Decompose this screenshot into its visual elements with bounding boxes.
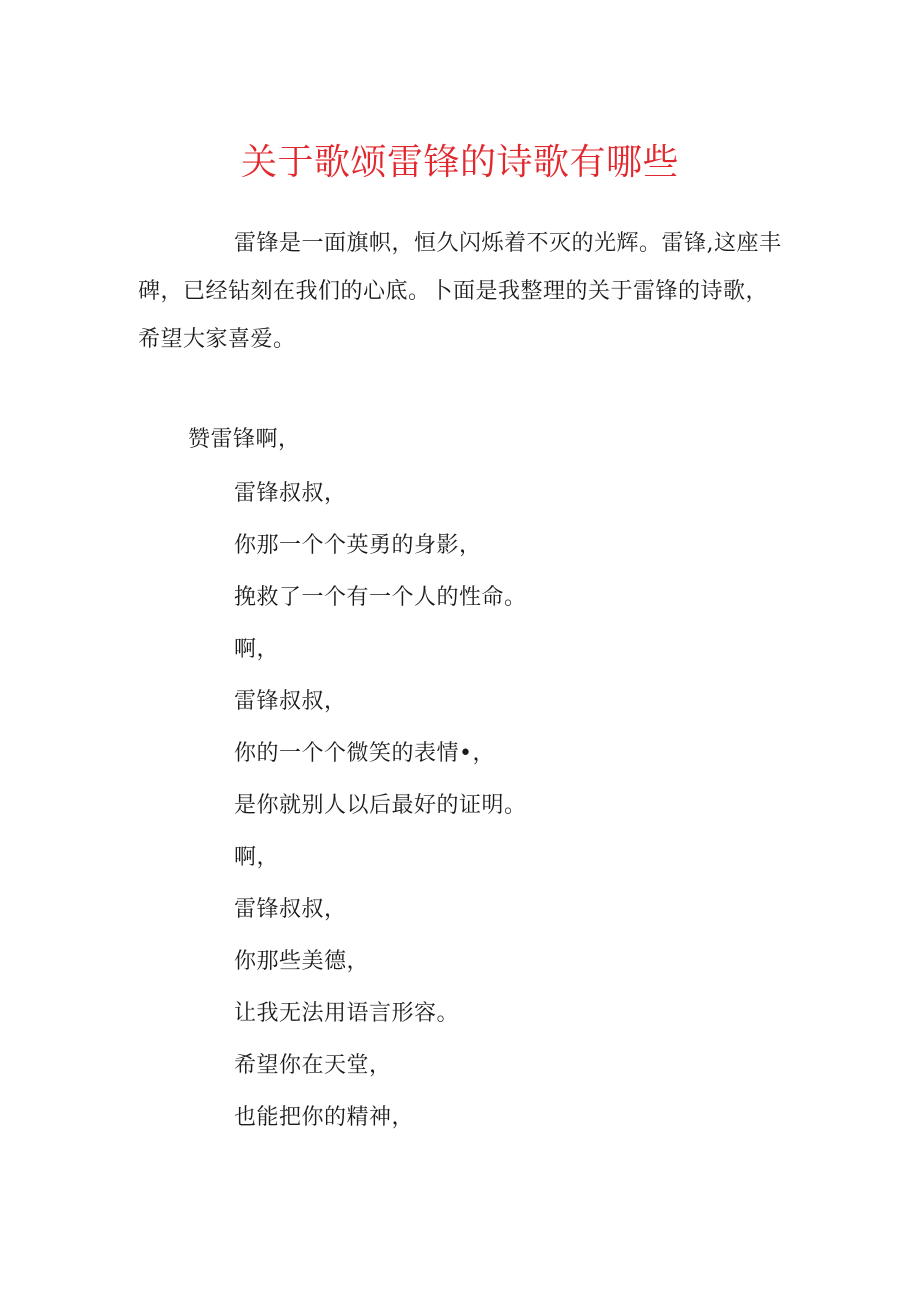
poem-line: 希望你在天堂， xyxy=(234,1053,392,1078)
poem-line: 是你就别人以后最好的证明。 xyxy=(234,793,527,818)
poem-line: 你那些美德， xyxy=(234,949,370,974)
poem-line: 雷锋叔叔， xyxy=(234,481,347,506)
poem-line: 也能把你的精神， xyxy=(234,1105,415,1130)
intro-paragraph: 雷锋是一面旗帜，恒久闪烁着不灭的光辉。雷锋,这座丰碑，已经钻刻在我们的心底。卜面是我整理的关于雷锋的诗歌，希望大家喜爱。 xyxy=(138,231,782,352)
poem-lines xyxy=(234,474,527,1150)
poem-line: 雷锋叔叔， xyxy=(234,689,347,714)
poem-line: 你那一个个英勇的身影， xyxy=(234,533,482,558)
poem-line: 你的一个个微笑的表情•， xyxy=(234,741,495,766)
poem-line: 挽救了一个有一个人的性命。 xyxy=(234,585,527,610)
poem-line: 雷锋叔叔， xyxy=(234,897,347,922)
poem-line: 啊， xyxy=(234,845,280,870)
document-title: 关于歌颂雷锋的诗歌有哪些 xyxy=(240,142,679,183)
poem-title: 赞雷锋啊， xyxy=(188,427,301,452)
poem-line: 让我无法用语言形容。 xyxy=(234,1001,460,1026)
poem-line: 啊， xyxy=(234,637,280,662)
